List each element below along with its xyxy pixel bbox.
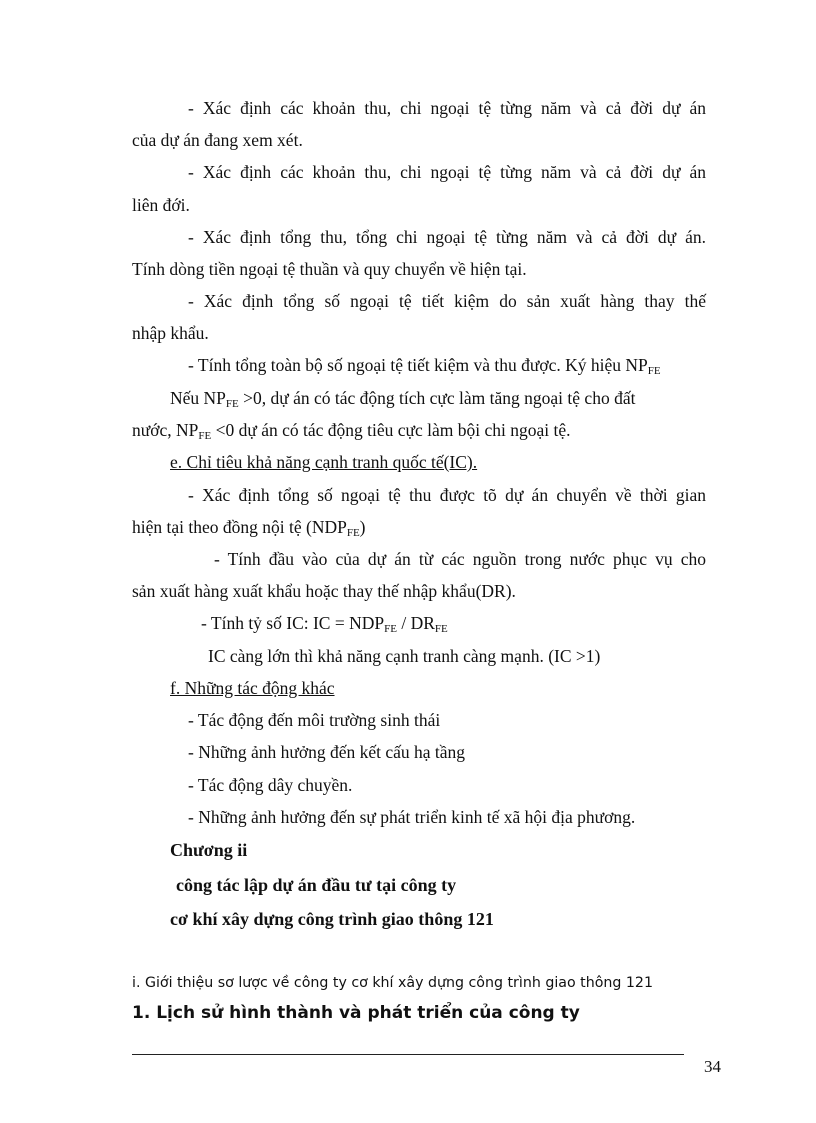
paragraph-line: IC càng lớn thì khả năng cạnh tranh càng mạnh. (IC >1) bbox=[208, 646, 601, 666]
paragraph-line: - Xác định tổng thu, tổng chi ngoại tệ từng năm và cả đời dự án. bbox=[188, 227, 706, 247]
subscript: FE bbox=[434, 623, 448, 635]
page-number: 34 bbox=[704, 1057, 721, 1076]
subscript: FE bbox=[198, 430, 212, 442]
paragraph-line: liên đới. bbox=[132, 195, 190, 215]
text-run: <0 dự án có tác động tiêu cực làm bội chi ngoại tệ. bbox=[211, 420, 571, 440]
paragraph-line: - Xác định các khoản thu, chi ngoại tệ từng năm và cả đời dự án bbox=[188, 162, 706, 182]
list-item: - Tác động dây chuyền. bbox=[188, 775, 353, 795]
paragraph-line: sản xuất hàng xuất khẩu hoặc thay thế nhập khẩu(DR). bbox=[132, 581, 516, 601]
text-run: / DR bbox=[396, 613, 435, 633]
paragraph-line: nhập khẩu. bbox=[132, 323, 209, 343]
paragraph-line bbox=[132, 419, 706, 441]
text-run: - Tính tổng toàn bộ số ngoại tệ tiết kiệm và thu được. Ký hiệu NP bbox=[188, 355, 648, 375]
paragraph-line: Tính dòng tiền ngoại tệ thuần và quy chuyển về hiện tại. bbox=[132, 259, 527, 279]
paragraph-line bbox=[132, 516, 706, 538]
paragraph-line: - Xác định tổng số ngoại tệ thu được tõ dự án chuyển về thời gian bbox=[188, 485, 706, 505]
paragraph-line: - Xác định các khoản thu, chi ngoại tệ từng năm và cả đời dự án bbox=[188, 98, 706, 118]
paragraph-line bbox=[170, 387, 706, 409]
subscript: FE bbox=[225, 398, 239, 410]
paragraph-line: - Xác định tổng số ngoại tệ tiết kiệm do sản xuất hàng thay thế bbox=[188, 291, 706, 311]
section-heading-e: e. Chỉ tiêu khả năng cạnh tranh quốc tế(IC). bbox=[170, 452, 478, 472]
subscript: FE bbox=[647, 365, 661, 377]
chapter-title-line: cơ khí xây dựng công trình giao thông 121 bbox=[170, 909, 494, 929]
list-item: - Tác động đến môi trường sinh thái bbox=[188, 710, 441, 730]
chapter-label: Chương ii bbox=[170, 840, 248, 860]
paragraph-line: - Tính đầu vào của dự án từ các nguồn trong nước phục vụ cho bbox=[214, 549, 706, 569]
subscript: FE bbox=[346, 527, 360, 539]
section-heading-f: f. Những tác động khác bbox=[170, 678, 335, 698]
text-run: - Tính tỷ số IC: IC = NDP bbox=[201, 613, 385, 633]
text-run: nước, NP bbox=[132, 420, 199, 440]
text-run: >0, dự án có tác động tích cực làm tăng ngoại tệ cho đất bbox=[238, 388, 636, 408]
sub-heading: 1. Lịch sử hình thành và phát triển của công ty bbox=[132, 1003, 580, 1023]
paragraph-line bbox=[188, 354, 706, 376]
list-item: - Những ảnh hưởng đến sự phát triển kinh tế xã hội địa phương. bbox=[188, 807, 636, 827]
footer-rule bbox=[132, 1054, 684, 1055]
text-run: hiện tại theo đồng nội tệ (NDP bbox=[132, 517, 347, 537]
chapter-title-line: công tác lập dự án đầu tư tại công ty bbox=[176, 875, 457, 895]
subscript: FE bbox=[384, 623, 397, 635]
formula-line bbox=[201, 612, 706, 634]
text-run: Nếu NP bbox=[170, 388, 226, 408]
section-heading-i: i. Giới thiệu sơ lược về công ty cơ khí xây dựng công trình giao thông 121 bbox=[132, 975, 653, 991]
list-item: - Những ảnh hưởng đến kết cấu hạ tầng bbox=[188, 742, 466, 762]
paragraph-line: của dự án đang xem xét. bbox=[132, 130, 303, 150]
text-run: ) bbox=[359, 517, 366, 537]
